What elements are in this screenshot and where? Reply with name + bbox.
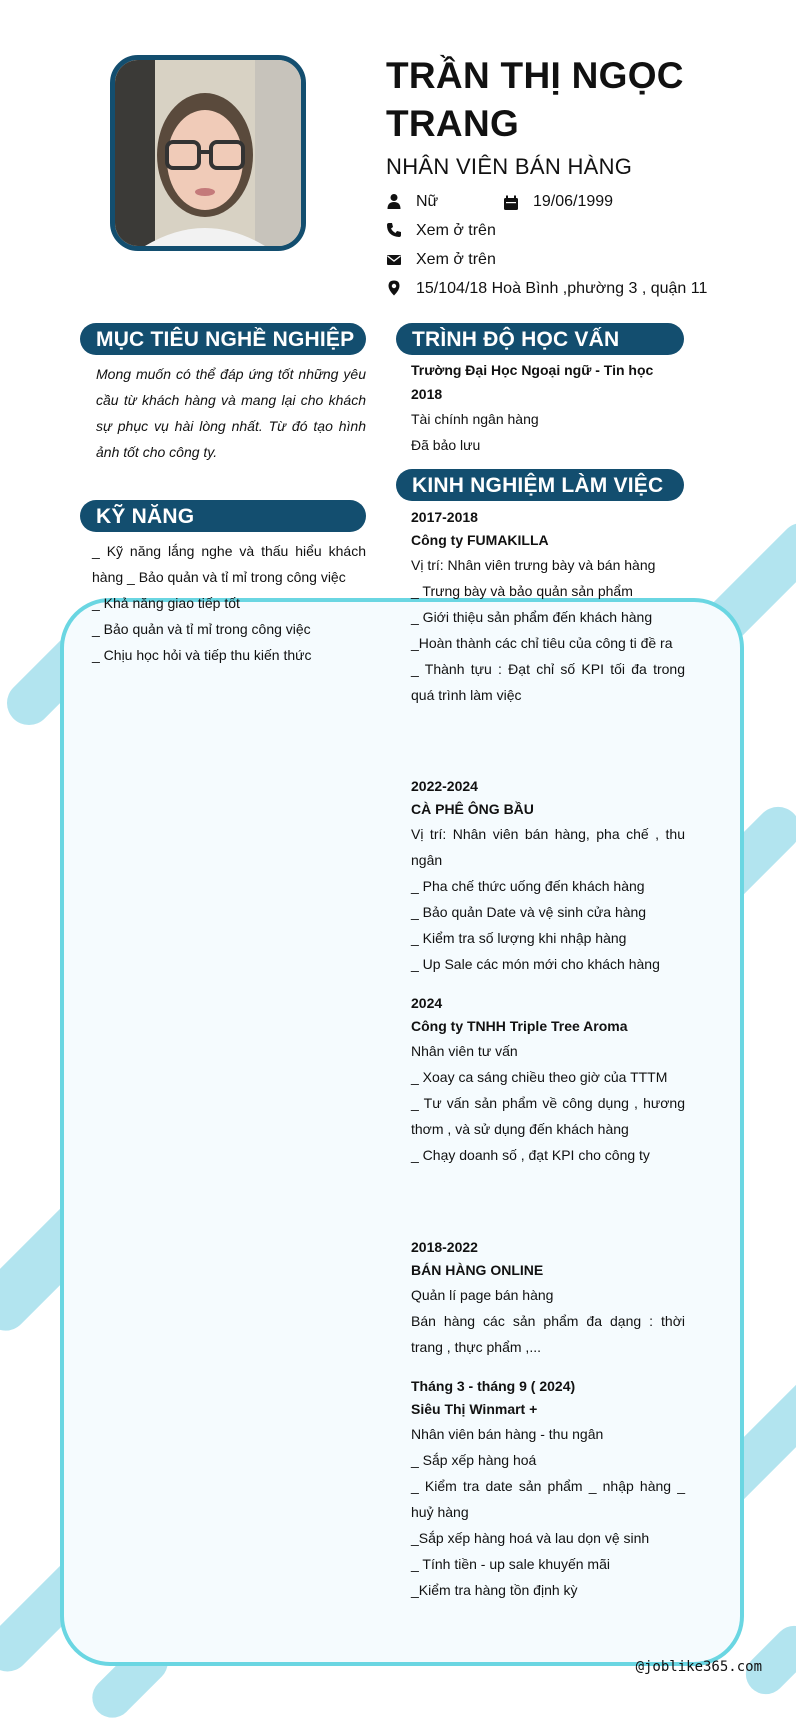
job-line: Vị trí: Nhân viên bán hàng, pha chế , thu ngân (411, 826, 685, 868)
job-period: 2017-2018 (411, 509, 478, 525)
job-line: Nhân viên tư vấn (411, 1043, 518, 1059)
job-company: Công ty FUMAKILLA (411, 532, 549, 548)
job-line: _ Chạy doanh số , đạt KPI cho công ty (411, 1147, 650, 1163)
job-line: _ Sắp xếp hàng hoá (411, 1452, 537, 1468)
job-period: 2018-2022 (411, 1239, 478, 1255)
person-icon (386, 193, 402, 209)
objective-heading: MỤC TIÊU NGHỀ NGHIỆP (80, 323, 366, 355)
experience-heading: KINH NGHIỆM LÀM VIỆC (396, 469, 684, 501)
job-line: _ Pha chế thức uống đến khách hàng (411, 878, 645, 894)
education-major: Tài chính ngân hàng (411, 411, 539, 427)
job-line: _ Kiểm tra số lượng khi nhập hàng (411, 930, 627, 946)
job-line: _Kiểm tra hàng tồn định kỳ (411, 1582, 578, 1598)
job-line: Bán hàng các sản phẩm đa dạng : thời trang , thực phẩm ,... (411, 1313, 685, 1355)
job-line: _ Trưng bày và bảo quản sản phẩm (411, 583, 633, 599)
job-line: Vị trí: Nhân viên trưng bày và bán hàng (411, 557, 656, 573)
job-line: _ Up Sale các món mới cho khách hàng (411, 956, 660, 972)
job-line: _ Tư vấn sản phẩm về công dụng , hương thơm , và sử dụng đến khách hàng (411, 1095, 685, 1137)
job-line: Nhân viên bán hàng - thu ngân (411, 1426, 604, 1442)
school-name: Trường Đại Học Ngoại ngữ - Tin học (411, 362, 654, 378)
footer-watermark: @joblike365.com (635, 1659, 762, 1675)
job-line: _ Thành tựu : Đạt chỉ số KPI tối đa trong quá trình làm việc (411, 661, 685, 703)
education-heading: TRÌNH ĐỘ HỌC VẤN (396, 323, 684, 355)
job-line: _Sắp xếp hàng hoá và lau dọn vệ sinh (411, 1530, 650, 1546)
job-period: Tháng 3 - tháng 9 ( 2024) (411, 1378, 576, 1394)
gender: Nữ (416, 193, 439, 210)
objective-text: Mong muốn có thể đáp ứng tốt những yêu cầu từ khách hàng và mang lại cho khách sự phục vụ hài lòng nhất. Từ đó tạo hình ảnh tốt cho công ty. (96, 366, 366, 460)
skill-item: _ Kỹ năng lắng nghe và thấu hiểu khách hàng _ Bảo quản và tỉ mỉ trong công việc (92, 543, 366, 585)
job-company: Siêu Thị Winmart + (411, 1401, 538, 1417)
skill-item: _ Khả năng giao tiếp tốt (92, 595, 240, 611)
education-status: Đã bảo lưu (411, 437, 481, 453)
job-line: _Hoàn thành các chỉ tiêu của công ti đề ra (411, 635, 673, 651)
skill-item: _ Bảo quản và tỉ mỉ trong công việc (92, 621, 311, 637)
candidate-name: TRẦN THỊ NGỌC TRANG (386, 55, 684, 144)
job-line: _ Tính tiền - up sale khuyến mãi (411, 1556, 610, 1572)
skills-heading: KỸ NĂNG (80, 500, 366, 532)
job-line: _ Xoay ca sáng chiều theo giờ của TTTM (411, 1069, 668, 1085)
education-year: 2018 (411, 386, 443, 402)
job-line: _ Kiểm tra date sản phẩm _ nhập hàng _ huỷ hàng (411, 1478, 685, 1520)
job-company: CÀ PHÊ ÔNG BẦU (411, 801, 534, 817)
address: 15/104/18 Hoà Bình ,phường 3 , quận 11 (416, 280, 708, 297)
skill-item: _ Chịu học hỏi và tiếp thu kiến thức (92, 647, 312, 663)
job-line: _ Bảo quản Date và vệ sinh cửa hàng (411, 904, 647, 920)
birthday: 19/06/1999 (533, 193, 614, 210)
phone-icon (386, 222, 402, 238)
calendar-icon (503, 195, 519, 211)
job-line: Quản lí page bán hàng (411, 1287, 554, 1303)
job-company: BÁN HÀNG ONLINE (411, 1262, 544, 1278)
job-company: Công ty TNHH Triple Tree Aroma (411, 1018, 628, 1034)
location-pin-icon (386, 280, 402, 296)
envelope-icon (386, 252, 402, 268)
job-period: 2022-2024 (411, 778, 478, 794)
job-line: _ Giới thiệu sản phẩm đến khách hàng (411, 609, 653, 625)
profile-photo (110, 55, 306, 251)
job-period: 2024 (411, 995, 443, 1011)
job-title: NHÂN VIÊN BÁN HÀNG (386, 154, 633, 179)
phone: Xem ở trên (416, 222, 496, 239)
email: Xem ở trên (416, 251, 496, 268)
